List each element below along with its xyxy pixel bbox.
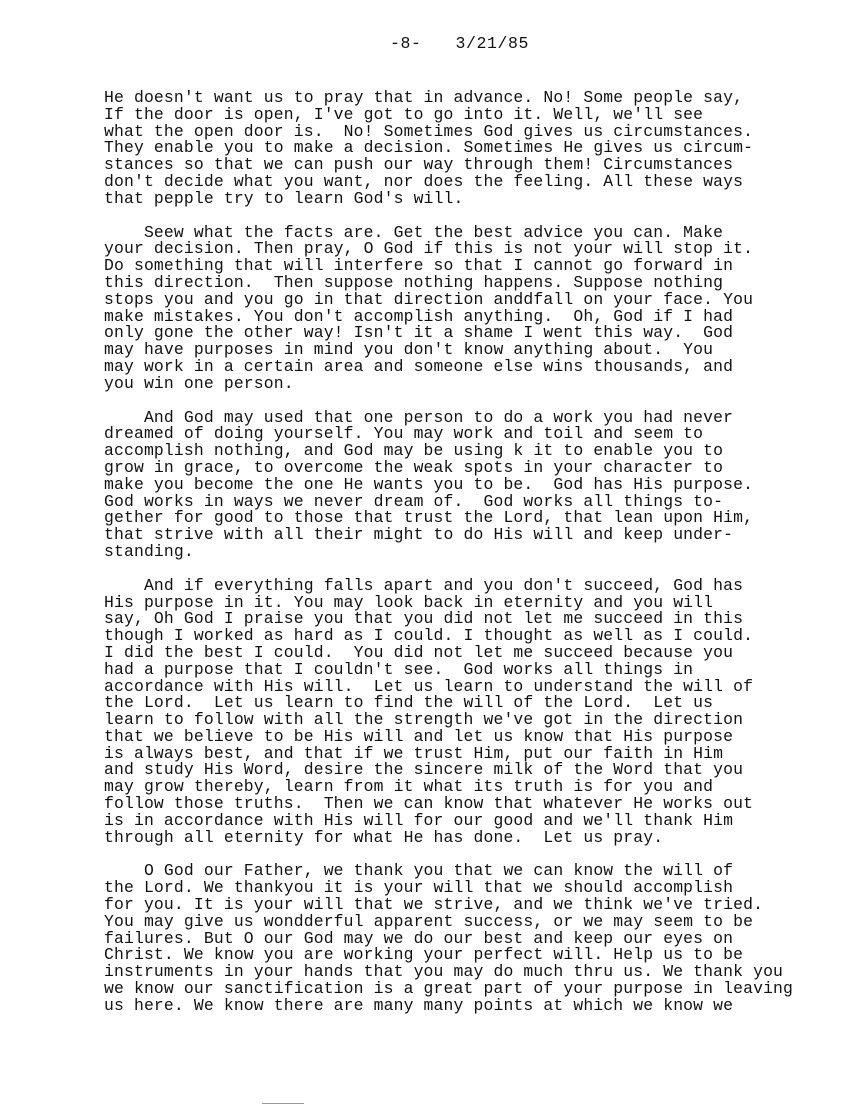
text-line: accomplish nothing, and God may be using k it to enable you to (104, 441, 724, 461)
text-line: may work in a certain area and someone else wins thousands, and (104, 356, 734, 376)
text-line: that strive with all their might to do His will and keep under- (104, 525, 734, 545)
text-line: that we believe to be His will and let us know that His purpose (104, 726, 734, 746)
text-line: standing. (104, 541, 194, 561)
paragraph (104, 90, 834, 208)
text-line: stances so that we can push our way through them! Circumstances (104, 155, 734, 175)
text-line: though I worked as hard as I could. I thought as well as I could. (104, 626, 754, 646)
text-line: He doesn't want us to pray that in advance. No! Some people say, (104, 88, 744, 107)
text-line: had a purpose that I couldn't see. God works all things in (104, 659, 694, 679)
text-line: stops you and you go in that direction anddfall on your face. You (104, 289, 754, 309)
body-text (104, 90, 834, 1032)
text-line: O God our Father, we thank you that we can know the will of (104, 861, 734, 881)
paragraph (104, 222, 834, 393)
text-line: that pepple try to learn God's will. (104, 188, 464, 208)
text-line: make mistakes. You don't accomplish anything. Oh, God if I had (104, 306, 734, 326)
text-line: follow those truths. Then we can know that whatever He works out (104, 794, 754, 814)
text-line: and study His Word, desire the sincere milk of the Word that you (104, 760, 744, 780)
paragraph (104, 407, 834, 561)
page-date: 3/21/85 (455, 34, 530, 53)
text-line: I did the best I could. You did not let me succeed because you (104, 642, 734, 662)
text-line: Do something that will interfere so that I cannot go forward in (104, 256, 734, 276)
text-line: what the open door is. No! Sometimes God gives us circumstances. (104, 121, 754, 141)
text-line: failures. But O our God may we do our best and keep our eyes on (104, 928, 734, 948)
page-number: -8- (390, 34, 422, 53)
paragraph (104, 863, 834, 1014)
text-line: instruments in your hands that you may do much thru us. We thank you (104, 962, 784, 982)
text-line: only gone the other way! Isn't it a shame I went this way. God (104, 323, 734, 343)
paragraph (104, 575, 834, 847)
text-line: this direction. Then suppose nothing happens. Suppose nothing (104, 272, 724, 292)
text-line: say, Oh God I praise you that you did not let me succeed in this (104, 609, 744, 629)
text-line: And God may used that one person to do a work you had never (104, 407, 734, 427)
text-line: You may give us wondderful apparent success, or we may seem to be (104, 911, 754, 931)
text-line: for you. It is your will that we strive, and we think we've tried. (104, 895, 764, 915)
text-line: don't decide what you want, nor does the feeling. All these ways (104, 171, 744, 191)
text-line: His purpose in it. You may look back in eternity and you will (104, 592, 714, 612)
text-line: Seew what the facts are. Get the best advice you can. Make (104, 222, 724, 242)
text-line: dreamed of doing yourself. You may work and toil and seem to (104, 424, 704, 444)
text-line: may have purposes in mind you don't know anything about. You (104, 340, 714, 360)
text-line: is always best, and that if we trust Him, put our faith in Him (104, 743, 724, 763)
text-line: Christ. We know you are working your perfect will. Help us to be (104, 945, 744, 965)
text-line: make you become the one He wants you to be. God has His purpose. (104, 474, 754, 494)
text-line: may grow thereby, learn from it what its truth is for you and (104, 777, 714, 797)
text-line: the Lord. Let us learn to find the will of the Lord. Let us (104, 693, 714, 713)
text-line: the Lord. We thankyou it is your will that we should accomplish (104, 878, 734, 898)
footer-rule (262, 1103, 304, 1104)
text-line: we know our sanctification is a great part of your purpose in leaving (104, 979, 794, 999)
text-line: God works in ways we never dream of. God works all things to- (104, 491, 724, 511)
text-line: us here. We know there are many many points at which we know we (104, 995, 734, 1015)
text-line: is in accordance with His will for our good and we'll thank Him (104, 810, 734, 830)
text-line: grow in grace, to overcome the weak spots in your character to (104, 457, 724, 477)
text-line: They enable you to make a decision. Sometimes He gives us circum- (104, 138, 754, 158)
text-line: your decision. Then pray, O God if this is not your will stop it. (104, 239, 754, 259)
text-line: accordance with His will. Let us learn to understand the will of (104, 676, 754, 696)
text-line: If the door is open, I've got to go into it. Well, we'll see (104, 104, 704, 124)
text-line: And if everything falls apart and you don't succeed, God has (104, 575, 744, 595)
page-header (390, 34, 529, 53)
text-line: you win one person. (104, 373, 294, 393)
text-line: learn to follow with all the strength we've got in the direction (104, 710, 744, 730)
text-line: gether for good to those that trust the Lord, that lean upon Him, (104, 508, 754, 528)
text-line: through all eternity for what He has done. Let us pray. (104, 827, 664, 847)
